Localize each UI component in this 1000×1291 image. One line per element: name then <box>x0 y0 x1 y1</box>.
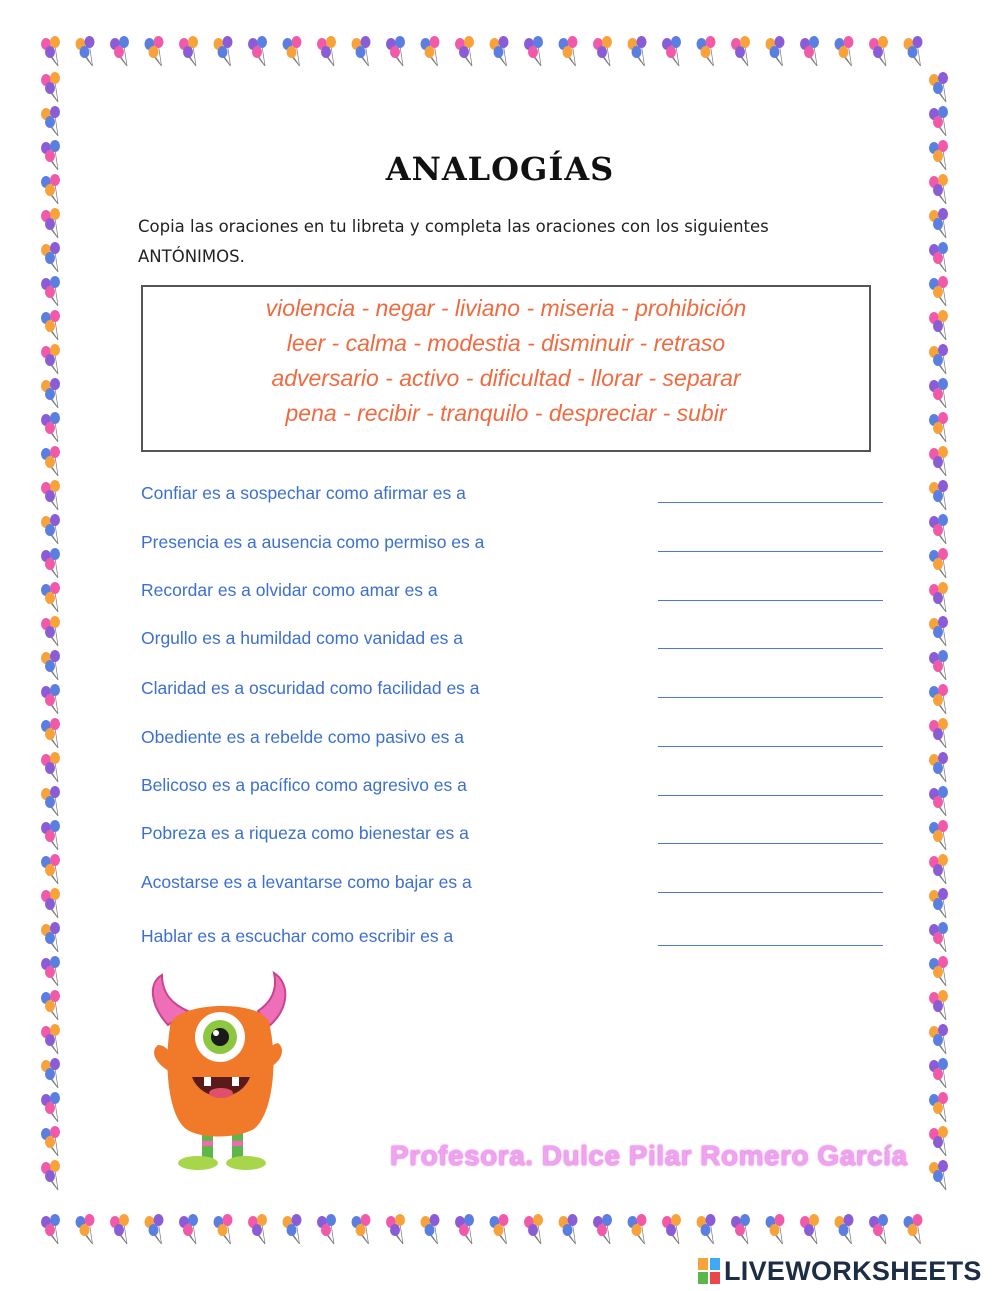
balloon-icon <box>835 1214 854 1244</box>
balloon-icon <box>41 888 60 918</box>
balloon-icon <box>41 854 60 884</box>
balloon-icon <box>697 1214 716 1244</box>
balloon-icon <box>145 1214 164 1244</box>
balloon-icon <box>248 1214 267 1244</box>
balloon-icon <box>41 990 60 1020</box>
balloon-icon <box>41 956 60 986</box>
balloon-icon <box>628 1214 647 1244</box>
balloon-icon <box>214 1214 233 1244</box>
balloon-icon <box>41 36 60 66</box>
analogy-sentence: Hablar es a escuchar como escribir es a <box>141 926 454 946</box>
analogy-sentence: Acostarse es a levantarse como bajar es a <box>141 872 472 892</box>
balloon-icon <box>490 36 509 66</box>
balloon-icon <box>352 1214 371 1244</box>
balloon-icon <box>41 310 60 340</box>
balloon-icon <box>929 446 948 476</box>
analogy-sentence: Pobreza es a riqueza como bienestar es a <box>141 823 469 843</box>
teacher-signature: Profesora. Dulce Pilar Romero García <box>390 1140 908 1171</box>
balloon-icon <box>283 36 302 66</box>
balloon-icon <box>929 582 948 612</box>
balloon-icon <box>41 548 60 578</box>
answer-blank[interactable] <box>658 945 883 946</box>
balloon-icon <box>929 650 948 680</box>
brand-name: LIVEWORKSHEETS <box>724 1255 982 1286</box>
balloon-icon <box>41 1024 60 1054</box>
balloon-icon <box>929 378 948 408</box>
balloon-icon <box>248 36 267 66</box>
balloon-icon <box>628 36 647 66</box>
answer-blank[interactable] <box>658 648 883 649</box>
balloon-icon <box>490 1214 509 1244</box>
analogy-sentence: Obediente es a rebelde como pasivo es a <box>141 727 464 747</box>
word-bank-line: adversario - activo - dificultad - llorar - separar <box>271 365 741 391</box>
balloon-icon <box>929 956 948 986</box>
balloon-icon <box>455 36 474 66</box>
balloon-icon <box>929 820 948 850</box>
balloon-icon <box>731 36 750 66</box>
balloon-icon <box>835 36 854 66</box>
balloon-icon <box>41 412 60 442</box>
balloon-icon <box>800 1214 819 1244</box>
balloon-icon <box>869 1214 888 1244</box>
balloon-icon <box>929 72 948 102</box>
balloon-icon <box>766 1214 785 1244</box>
balloon-icon <box>904 1214 923 1244</box>
page-title: ANALOGÍAS <box>385 150 615 188</box>
balloon-icon <box>929 786 948 816</box>
balloon-icon <box>41 684 60 714</box>
balloon-icon <box>929 1058 948 1088</box>
word-bank-line: leer - calma - modestia - disminuir - retraso <box>286 330 726 356</box>
balloon-icon <box>929 548 948 578</box>
balloon-icon <box>731 1214 750 1244</box>
balloon-icon <box>524 36 543 66</box>
balloon-icon <box>929 276 948 306</box>
answer-blank[interactable] <box>658 600 883 601</box>
balloon-icon <box>41 582 60 612</box>
balloon-icon <box>110 36 129 66</box>
balloon-icon <box>41 1058 60 1088</box>
balloon-icon <box>41 480 60 510</box>
balloon-icon <box>929 718 948 748</box>
balloon-icon <box>929 344 948 374</box>
analogy-sentence: Recordar es a olvidar como amar es a <box>141 580 438 600</box>
balloon-icon <box>929 480 948 510</box>
balloon-icon <box>662 36 681 66</box>
balloon-icon <box>41 922 60 952</box>
balloon-icon <box>76 36 95 66</box>
balloon-icon <box>283 1214 302 1244</box>
balloon-icon <box>455 1214 474 1244</box>
balloon-icon <box>421 36 440 66</box>
balloon-icon <box>421 1214 440 1244</box>
balloon-icon <box>41 242 60 272</box>
balloon-icon <box>352 36 371 66</box>
balloon-icon <box>559 36 578 66</box>
balloon-icon <box>41 446 60 476</box>
balloon-icon <box>41 616 60 646</box>
balloon-icon <box>41 1092 60 1122</box>
balloon-icon <box>929 990 948 1020</box>
balloon-icon <box>929 922 948 952</box>
balloon-icon <box>41 1214 60 1244</box>
balloon-icon <box>929 412 948 442</box>
balloon-icon <box>929 514 948 544</box>
balloon-icon <box>929 854 948 884</box>
balloon-icon <box>593 36 612 66</box>
balloon-icon <box>145 36 164 66</box>
balloon-icon <box>929 684 948 714</box>
balloon-icon <box>41 72 60 102</box>
analogy-sentence: Presencia es a ausencia como permiso es a <box>141 532 485 552</box>
balloon-icon <box>41 820 60 850</box>
balloon-icon <box>214 36 233 66</box>
balloon-icon <box>929 106 948 136</box>
balloon-icon <box>41 650 60 680</box>
answer-blank[interactable] <box>658 795 883 796</box>
analogy-sentence: Claridad es a oscuridad como facilidad es a <box>141 678 480 698</box>
balloon-icon <box>929 1024 948 1054</box>
balloon-icon <box>317 36 336 66</box>
balloon-icon <box>41 514 60 544</box>
balloon-icon <box>179 1214 198 1244</box>
balloon-icon <box>386 1214 405 1244</box>
balloon-icon <box>929 1160 948 1190</box>
balloon-icon <box>929 888 948 918</box>
balloon-icon <box>904 36 923 66</box>
word-bank-line: violencia - negar - liviano - miseria - prohibición <box>265 295 747 321</box>
balloon-icon <box>41 276 60 306</box>
balloon-icon <box>41 1160 60 1190</box>
balloon-icon <box>800 36 819 66</box>
answer-blank[interactable] <box>658 892 883 893</box>
answer-blank[interactable] <box>658 697 883 698</box>
balloon-icon <box>697 36 716 66</box>
balloon-icon <box>41 786 60 816</box>
balloon-icon <box>929 242 948 272</box>
answer-blank[interactable] <box>658 502 883 503</box>
balloon-icon <box>76 1214 95 1244</box>
balloon-icon <box>41 344 60 374</box>
instructions: Copia las oraciones en tu libreta y completa las oraciones con los siguientes ANTÓNIMOS. <box>138 217 769 266</box>
balloon-icon <box>766 36 785 66</box>
balloon-icon <box>929 616 948 646</box>
analogy-sentence: Belicoso es a pacífico como agresivo es a <box>141 775 467 795</box>
balloon-icon <box>41 208 60 238</box>
balloon-icon <box>593 1214 612 1244</box>
word-bank-box <box>141 285 871 452</box>
answer-blank[interactable] <box>658 551 883 552</box>
balloon-icon <box>929 1092 948 1122</box>
balloon-icon <box>929 208 948 238</box>
balloon-icon <box>929 310 948 340</box>
analogy-sentence: Confiar es a sospechar como afirmar es a <box>141 483 466 503</box>
liveworksheets-logo-icon <box>698 1258 720 1284</box>
balloon-icon <box>386 36 405 66</box>
balloon-icon <box>41 752 60 782</box>
balloon-icon <box>41 718 60 748</box>
answer-blank[interactable] <box>658 843 883 844</box>
balloon-icon <box>317 1214 336 1244</box>
balloon-icon <box>179 36 198 66</box>
word-bank-line: pena - recibir - tranquilo - despreciar - subir <box>285 400 727 426</box>
balloon-icon <box>41 106 60 136</box>
liveworksheets-brand[interactable] <box>698 1254 982 1288</box>
balloon-icon <box>41 1126 60 1156</box>
balloon-icon <box>41 378 60 408</box>
balloon-icon <box>869 36 888 66</box>
balloon-icon <box>929 752 948 782</box>
balloon-icon <box>559 1214 578 1244</box>
answer-blank[interactable] <box>658 746 883 747</box>
balloon-icon <box>662 1214 681 1244</box>
balloon-icon <box>524 1214 543 1244</box>
balloon-icon <box>110 1214 129 1244</box>
balloon-icon <box>929 1126 948 1156</box>
analogy-sentence: Orgullo es a humildad como vanidad es a <box>141 628 463 648</box>
monster-icon <box>140 965 300 1180</box>
